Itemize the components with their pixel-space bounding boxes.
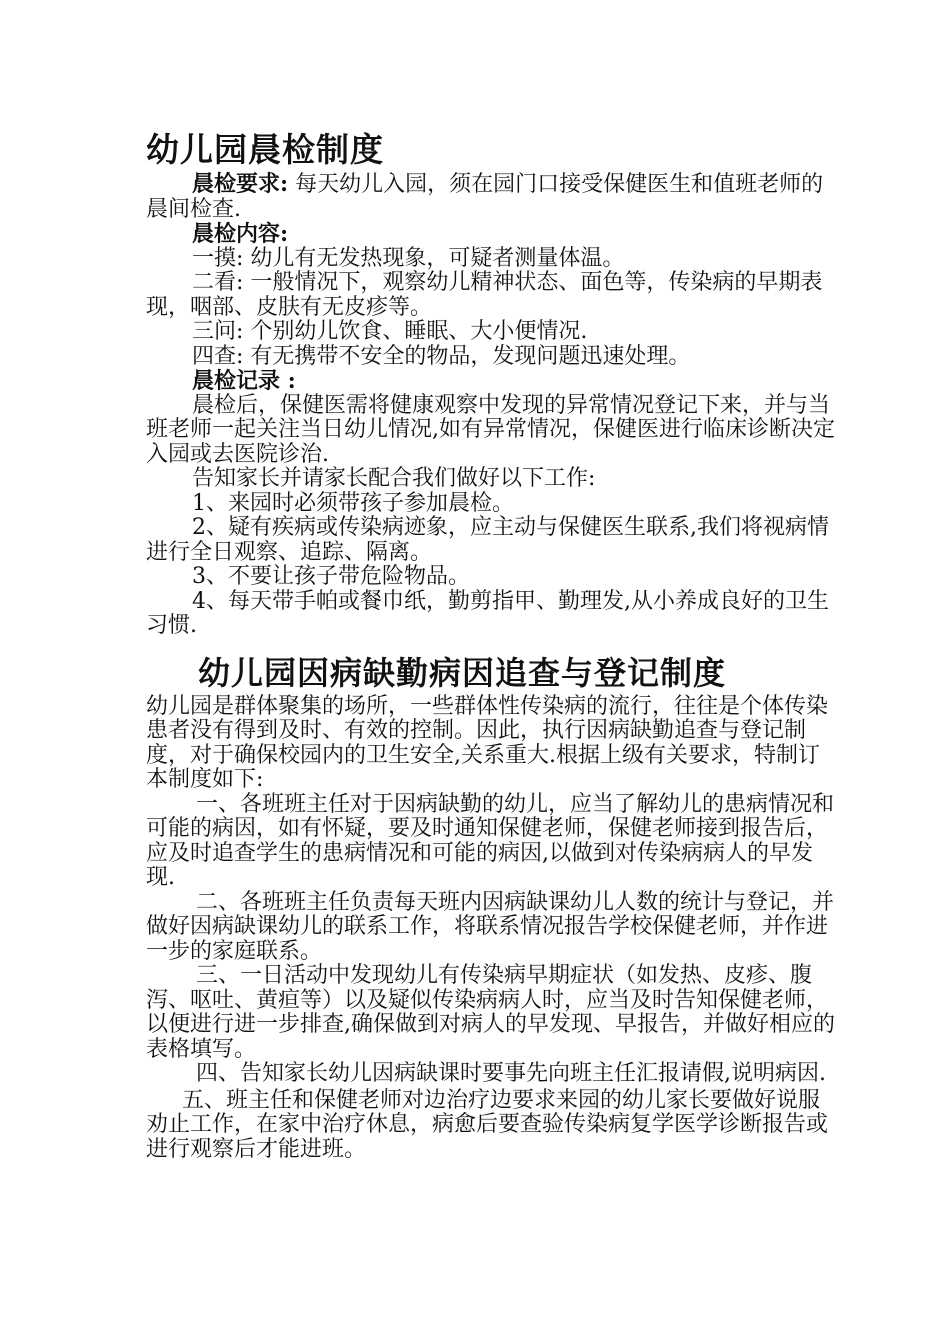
rule-item: 四、告知家长幼儿因病缺课时要事先向班主任汇报请假,说明病因. [196, 1061, 826, 1086]
notice-item: 1、来园时必须带孩子参加晨检。 [192, 490, 514, 516]
record-text: 晨检后，保健医需将健康观察中发现的异常情况登记下来，并与当班老师一起关注当日幼儿情况,如有异常情况，保健医进行临床诊断决定入园或去医院诊治. [146, 392, 835, 467]
notice-item: 4、每天带手帕或餐巾纸，勤剪指甲、勤理发,从小养成良好的卫生习惯. [146, 588, 829, 638]
requirement-label: 晨检要求: [192, 171, 289, 197]
requirement-text: 每天幼儿入园，须在园门口接受保健医生和值班老师的晨间检查. [146, 172, 824, 222]
rule-item: 二、各班班主任负责每天班内因病缺课幼儿人数的统计与登记，并做好因病缺课幼儿的联系工作，将联系情况报告学校保健老师，并作进一步的家庭联系。 [146, 889, 835, 964]
absence-tracking-title: 幼儿园因病缺勤病因追查与登记制度 [198, 653, 727, 692]
absence-intro: 幼儿园是群体聚集的场所，一些群体性传染病的流行，往往是个体传染患者没有得到及时、有效的控制。因此，执行因病缺勤追查与登记制度，对于确保校园内的卫生安全,关系重大.根据上级有关要求，特制订本制度如下: [146, 693, 829, 792]
rule-item: 三、一日活动中发现幼儿有传染病早期症状（如发热、皮疹、腹泻、呕吐、黄疸等）以及疑似传染病病人时，应当及时告知保健老师，以便进行进一步排查,确保做到对病人的早发现、早报告，并做好相应的表格填写。 [146, 963, 835, 1062]
rule-item-five: 五、班主任和保健老师对边治疗边要求来园的幼儿家长要做好说服劝止工作，在家中治疗休息，病愈后要查验传染病复学医学诊断报告或进行观察后才能进班。 [146, 1087, 829, 1162]
content-item: 三问: 个别幼儿饮食、睡眠、大小便情况. [192, 319, 588, 344]
record-label: 晨检记录 : [192, 368, 296, 394]
content-item: 一摸: 幼儿有无发热现象，可疑者测量体温。 [192, 245, 625, 271]
content-label: 晨检内容: [192, 221, 289, 247]
requirement-paragraph [146, 172, 836, 222]
notice-item: 3、不要让孩子带危险物品。 [192, 564, 470, 589]
morning-check-title: 幼儿园晨检制度 [146, 130, 384, 169]
rule-item: 一、各班班主任对于因病缺勤的幼儿，应当了解幼儿的患病情况和可能的病因，如有怀疑，要及时通知保健老师，保健老师接到报告后，应及时追查学生的患病情况和可能的病因,以做到对传染病病人的早发现. [146, 791, 835, 890]
notice-item: 2、疑有疾病或传染病迹象，应主动与保健医生联系,我们将视病情进行全日观察、追踪、隔离。 [146, 515, 829, 565]
content-item: 四查: 有无携带不安全的物品，发现问题迅速处理。 [192, 343, 691, 369]
document-page [146, 128, 836, 1162]
content-item: 二看: 一般情况下，观察幼儿精神状态、面色等，传染病的早期表现，咽部、皮肤有无皮疹等。 [146, 270, 823, 320]
notice-intro: 告知家长并请家长配合我们做好以下工作: [192, 466, 596, 491]
